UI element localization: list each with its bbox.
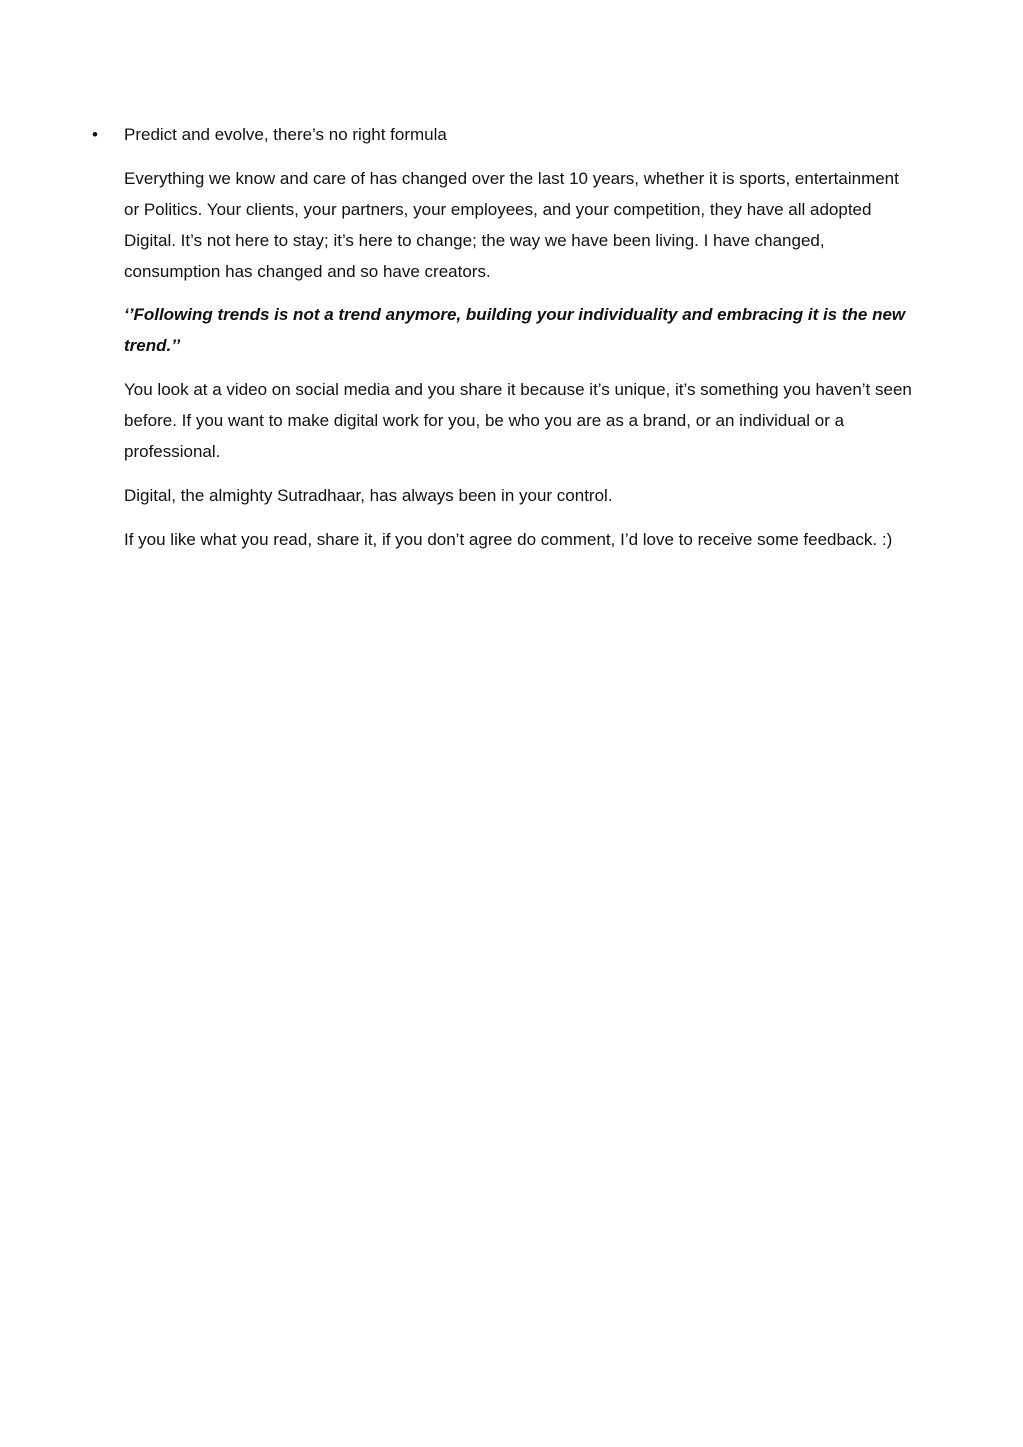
paragraph-digital-change: Everything we know and care of has changed over the last 10 years, whether it is sports, entertainment or Politics. Your clients, your partners, your employees, and your competition, they have all adopted Digital. It’s not here to stay; it’s here to change; the way we have been living. I have changed, consumption has changed and so have creators.: [124, 169, 899, 281]
bullet-text: Predict and evolve, there’s no right formula: [124, 125, 447, 144]
paragraph-social-media: You look at a video on social media and you share it because it’s unique, it’s something you haven’t seen before. If you want to make digital work for you, be who you are as a brand, or an individual or a professional.: [124, 380, 912, 461]
paragraph-sutradhaar: Digital, the almighty Sutradhaar, has always been in your control.: [124, 486, 613, 505]
paragraph-feedback: If you like what you read, share it, if you don’t agree do comment, I’d love to receive some feedback. :): [124, 530, 893, 549]
bullet-item: [92, 124, 912, 148]
bullet-marker: •: [92, 125, 98, 144]
quote-trend: ‘’Following trends is not a trend anymore, building your individuality and embracing it is the new trend.’’: [124, 305, 906, 355]
